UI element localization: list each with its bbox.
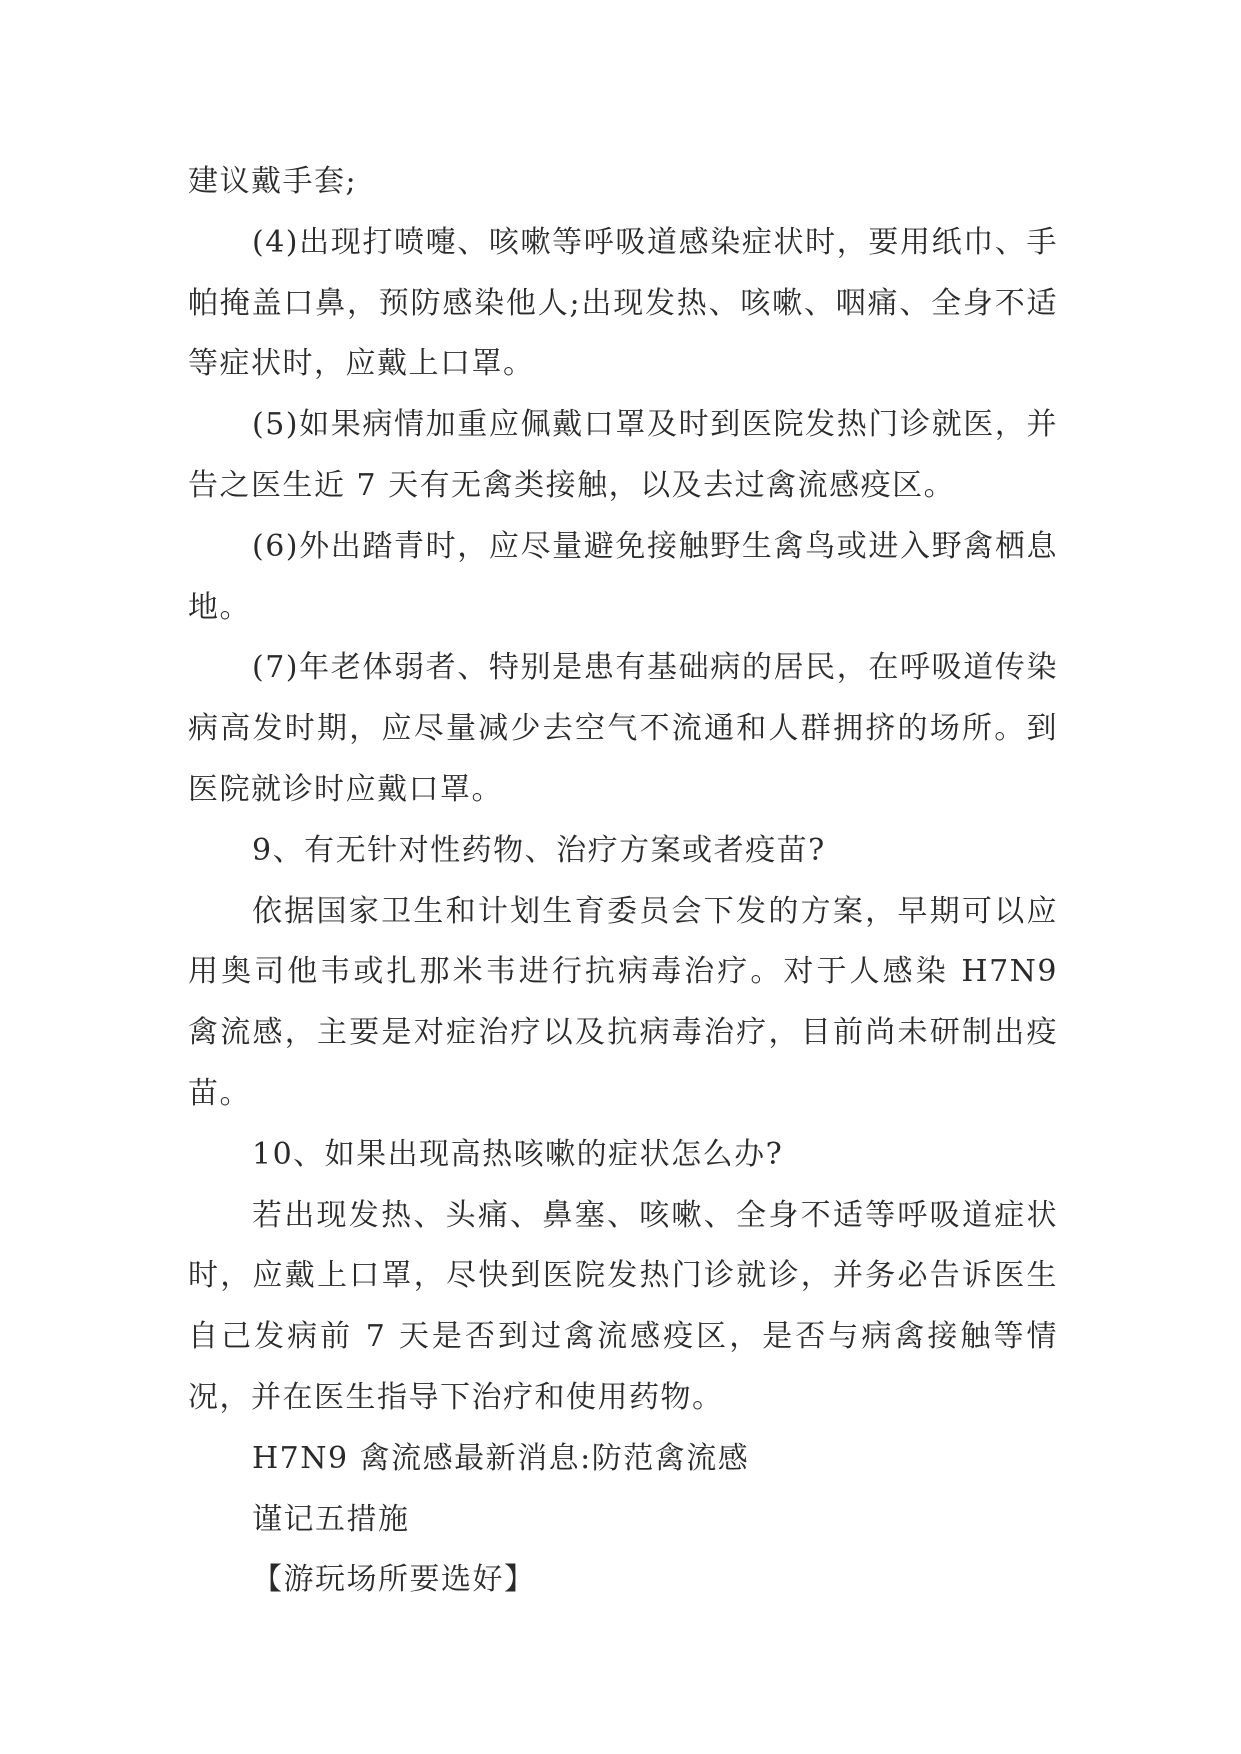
question-9-heading: 9、有无针对性药物、治疗方案或者疫苗? [252, 832, 826, 868]
news-heading: H7N9 禽流感最新消息:防范禽流感 [252, 1440, 750, 1476]
answer-10-paragraph: 若出现发热、头痛、鼻塞、咳嗽、全身不适等呼吸道症状时，应戴上口罩，尽快到医院发热门诊就诊，并务必告诉医生自己发病前 7 天是否到过禽流感疫区，是否与病禽接触等情况，并在医生指导下治疗和使用药物。 [188, 1197, 1058, 1415]
news-subheading: 谨记五措施 [252, 1501, 410, 1537]
paragraph-item-7: (7)年老体弱者、特别是患有基础病的居民，在呼吸道传染病高发时期，应尽量减少去空气不流通和人群拥挤的场所。到医院就诊时应戴口罩。 [188, 650, 1058, 807]
paragraph-item-6: (6)外出踏青时，应尽量避免接触野生禽鸟或进入野禽栖息地。 [188, 528, 1058, 625]
paragraph-item-5: (5)如果病情加重应佩戴口罩及时到医院发热门诊就医，并告之医生近 7 天有无禽类接触，以及去过禽流感疫区。 [188, 407, 1058, 503]
paragraph-gloves: 建议戴手套; [188, 164, 358, 199]
paragraph-item-4: (4)出现打喷嚏、咳嗽等呼吸道感染症状时，要用纸巾、手帕掩盖口鼻，预防感染他人;出现发热、咳嗽、咽痛、全身不适等症状时，应戴上口罩。 [188, 224, 1058, 382]
document-body [188, 152, 1058, 1611]
section-heading-venue: 【游玩场所要选好】 [252, 1562, 536, 1598]
answer-9-paragraph: 依据国家卫生和计划生育委员会下发的方案，早期可以应用奥司他韦或扎那米韦进行抗病毒治疗。对于人感染 H7N9 禽流感，主要是对症治疗以及抗病毒治疗，目前尚未研制出疫苗。 [188, 893, 1058, 1111]
question-10-heading: 10、如果出现高热咳嗽的症状怎么办? [252, 1136, 784, 1172]
